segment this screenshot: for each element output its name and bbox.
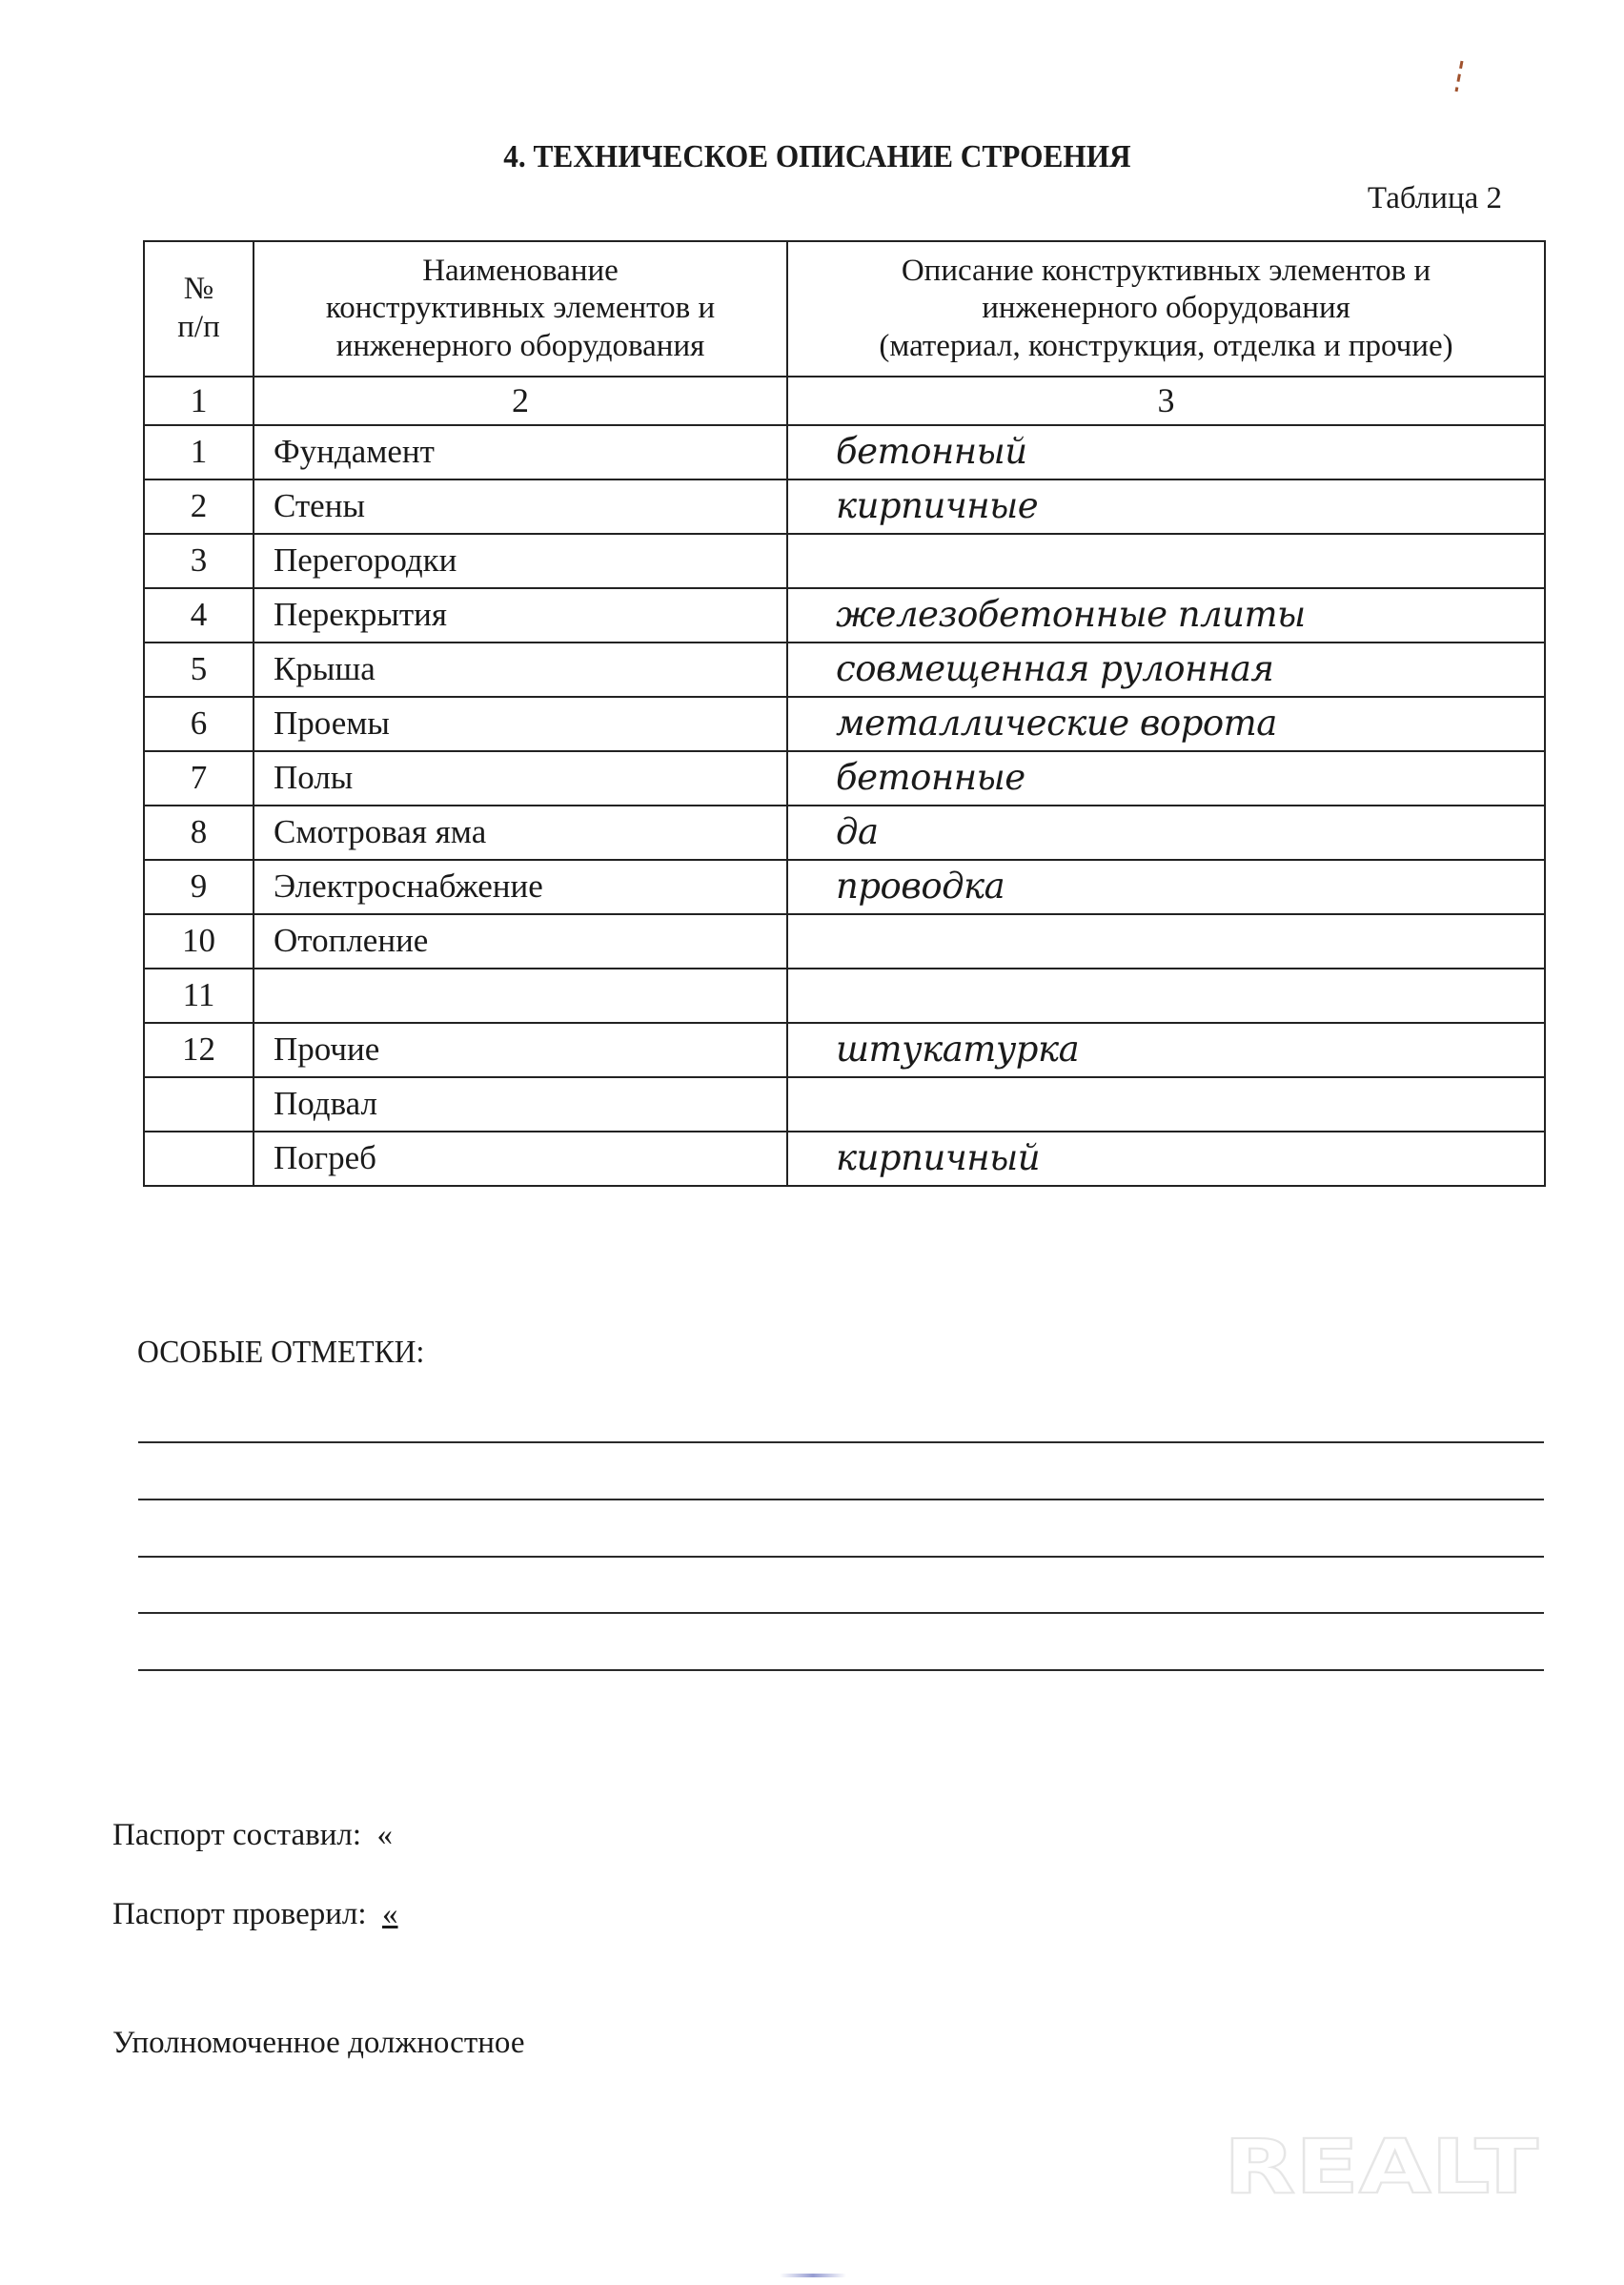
- realt-watermark-logo: [1224, 2128, 1548, 2204]
- row-number: 10: [144, 914, 254, 969]
- column-number-row: [144, 377, 1545, 425]
- table-row: [144, 969, 1545, 1023]
- row-element-name: Прочие: [254, 1023, 787, 1077]
- notes-line: [138, 1669, 1544, 1671]
- header-element-description: [787, 241, 1545, 377]
- row-element-description: штукатурка: [787, 1023, 1545, 1077]
- row-number: 6: [144, 697, 254, 751]
- table-row: [144, 751, 1545, 806]
- special-notes-label: ОСОБЫЕ ОТМЕТКИ:: [137, 1335, 425, 1370]
- row-element-description: проводка: [787, 860, 1545, 914]
- table-row: [144, 1077, 1545, 1132]
- table-header-row: [144, 241, 1545, 377]
- header-name-line: конструктивных элементов и: [325, 291, 716, 326]
- row-element-name: Отопление: [254, 914, 787, 969]
- header-number-line: п/п: [177, 310, 220, 344]
- row-element-name: Полы: [254, 751, 787, 806]
- table-row: [144, 588, 1545, 643]
- row-element-name: Стены: [254, 479, 787, 534]
- row-number: [144, 1132, 254, 1186]
- column-number: 1: [144, 377, 254, 425]
- table-row: [144, 914, 1545, 969]
- passport-compiled: [112, 1818, 393, 1853]
- header-desc-line: (материал, конструкция, отделка и прочие): [879, 328, 1453, 363]
- header-name-line: Наименование: [422, 253, 619, 288]
- row-element-description: бетонный: [787, 425, 1545, 479]
- row-number: [144, 1077, 254, 1132]
- table-row: [144, 860, 1545, 914]
- row-number: 8: [144, 806, 254, 860]
- table-row: [144, 425, 1545, 479]
- table-row: [144, 479, 1545, 534]
- passport-checked: [112, 1897, 398, 1932]
- notes-line: [138, 1556, 1544, 1558]
- table-row: [144, 643, 1545, 697]
- row-element-description: да: [787, 806, 1545, 860]
- row-element-description: совмещенная рулонная: [787, 643, 1545, 697]
- column-number: 2: [254, 377, 787, 425]
- row-element-description: железобетонные плиты: [787, 588, 1545, 643]
- row-element-name: Крыша: [254, 643, 787, 697]
- row-element-name: Погреб: [254, 1132, 787, 1186]
- row-number: 7: [144, 751, 254, 806]
- header-desc-line: Описание конструктивных элементов и: [901, 253, 1431, 288]
- notes-line: [138, 1612, 1544, 1614]
- table-row: [144, 806, 1545, 860]
- row-element-name: Смотровая яма: [254, 806, 787, 860]
- row-element-name: Проемы: [254, 697, 787, 751]
- row-number: 4: [144, 588, 254, 643]
- row-element-description: металлические ворота: [787, 697, 1545, 751]
- row-element-name: [254, 969, 787, 1023]
- table-row: [144, 697, 1545, 751]
- row-element-description: [787, 1077, 1545, 1132]
- table-row: [144, 1023, 1545, 1077]
- passport-compiled-label: Паспорт составил:: [112, 1818, 361, 1852]
- row-number: 12: [144, 1023, 254, 1077]
- row-element-description: кирпичный: [787, 1132, 1545, 1186]
- row-number: 3: [144, 534, 254, 588]
- passport-compiled-quote: «: [376, 1818, 393, 1852]
- passport-checked-label: Паспорт проверил:: [112, 1897, 367, 1931]
- notes-line: [138, 1441, 1544, 1443]
- ink-smudge-decoration: [780, 2274, 846, 2277]
- svg-text:REALT: REALT: [1224, 2128, 1538, 2204]
- row-element-description: бетонные: [787, 751, 1545, 806]
- technical-description-table: [143, 240, 1546, 1187]
- table-row: [144, 1132, 1545, 1186]
- row-element-name: Подвал: [254, 1077, 787, 1132]
- passport-checked-quote: «: [382, 1897, 398, 1931]
- row-element-description: [787, 914, 1545, 969]
- column-number: 3: [787, 377, 1545, 425]
- table-caption: Таблица 2: [1367, 181, 1502, 215]
- row-element-name: Электроснабжение: [254, 860, 787, 914]
- header-number-line: №: [183, 272, 214, 307]
- row-element-description: [787, 969, 1545, 1023]
- row-number: 9: [144, 860, 254, 914]
- authorized-official-label: Уполномоченное должностное: [112, 2026, 525, 2060]
- row-element-description: кирпичные: [787, 479, 1545, 534]
- row-number: 5: [144, 643, 254, 697]
- row-number: 2: [144, 479, 254, 534]
- header-name-line: инженерного оборудования: [335, 328, 705, 363]
- row-element-name: Перекрытия: [254, 588, 787, 643]
- header-element-name: [254, 241, 787, 377]
- page-title: 4. ТЕХНИЧЕСКОЕ ОПИСАНИЕ СТРОЕНИЯ: [503, 139, 1131, 174]
- header-desc-line: инженерного оборудования: [982, 291, 1350, 326]
- row-number: 11: [144, 969, 254, 1023]
- row-element-description: [787, 534, 1545, 588]
- header-number: [144, 241, 254, 377]
- row-element-name: Перегородки: [254, 534, 787, 588]
- ink-mark-decoration: [1449, 57, 1468, 95]
- row-element-name: Фундамент: [254, 425, 787, 479]
- notes-line: [138, 1499, 1544, 1500]
- row-number: 1: [144, 425, 254, 479]
- table-row: [144, 534, 1545, 588]
